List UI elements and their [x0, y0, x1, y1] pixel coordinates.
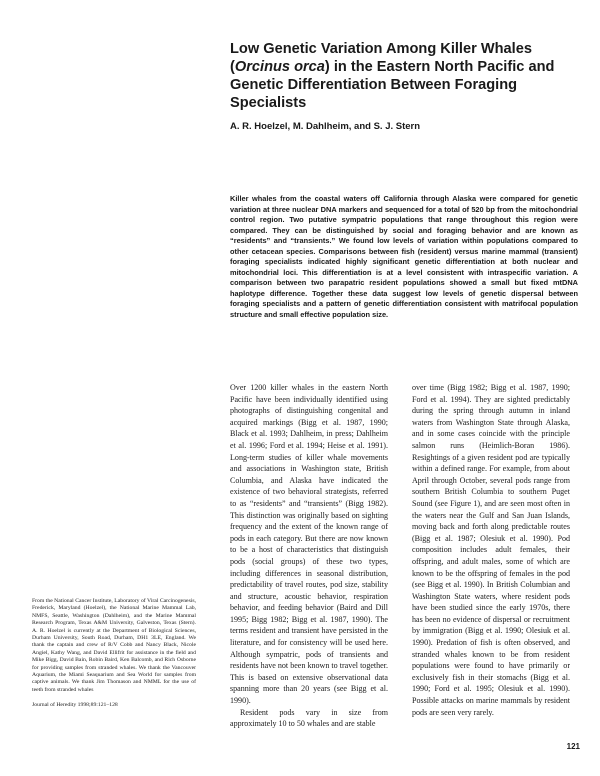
body-column-left [230, 382, 388, 730]
page-number: 121 [566, 742, 580, 751]
body-paragraph: over time (Bigg 1982; Bigg et al. 1987, 1990; Ford et al. 1994). They are sighted predictably during the spring through autumn in inland waters from Washington State through Alaska, and in some cases coincide with the principle salmon runs (Heimlich-Boran 1986). Resightings of a given resident pod are typically within a defined range. For example, from about April through October, several pods range from southern British Columbia to southern Puget Sound (see Figure 1), and are seen most often in the waters near the Gulf and San Juan Islands, moving back and forth along predictable routes (Bigg et al. 1987; Olesiuk et al. 1990). Pod composition includes adult females, their offspring, and adult males, some of which are known to be the offspring of females in the pod (see Bigg et al. 1990). In British Columbian and Washington State waters, where resident pods have been studied since the early 1970s, there has been no evidence of dispersal or recruitment by immigration (Bigg et al. 1990; Olesiuk et al. 1990). Predation of fish is often observed, and stranded whales known to be from resident populations were found to have primarily or exclusively fish in their stomachs (Bigg et al. 1990; Ford et al. 1995; Olesiuk et al. 1990). Possible attacks on marine mammals by resident pods are seen very rarely. [412, 383, 570, 717]
journal-citation: Journal of Heredity 1998;89:121–128 [32, 702, 118, 708]
body-paragraph: Over 1200 killer whales in the eastern North Pacific have been individually identified using photographs of distinguishing congenital and acquired markings (Bigg et al. 1987, 1990; Black et al. 1993; Dahlheim, in press; Dahlheim et al. 1996; Ford et al. 1994; Heise et al. 1991). Long-term studies of killer whale movements and associations in Washington state, British Columbia, and Alaska have indicated the existence of two behavioral strategists, referred to as “residents” and “transients” (Bigg 1982). This distinction was originally based on sighting frequency and the extent of the known range of pods in each category. But there are now known to be a host of characteristics that distinguish pods (social groups) of these two types, including differences in seasonal distribution, predictability of travel routes, pod size, stability and structure, acoustic behavior, respiration behavior, and feeding behavior (Baird and Dill 1995; Bigg 1982; Bigg et al. 1987, 1990). The terms resident and transient have persisted in the literature, and for consistency will be used here. Although sympatric, pods of transients and residents have not been known to travel together. This is based on extensive observational data spanning more than 20 years (see Bigg et al. 1990). [230, 383, 388, 706]
author-list: A. R. Hoelzel, M. Dahlheim, and S. J. Stern [230, 121, 421, 132]
article-title [230, 40, 580, 112]
affiliation-footnote: From the National Cancer Institute, Laboratory of Viral Carcinogenesis, Frederick, Maryland (Hoelzel), the National Marine Mammal Lab, NMFS, Seattle, Washington (Dahlheim), and the Marine Mammal Research Program, Texas A&M University, Galveston, Texas (Stern). A. R. Hoelzel is currently at the Department of Biological Sciences, Durham University, South Road, Durham, DH1 3LE, England. We thank the captain and crew of R/V Cobb and Nancy Black, Nicole Angiel, Kathy Wang, and David Ellifrit for assistance in the field and Mike Bigg, David Bain, Robin Baird, Ken Balcomb, and Rich Osborne for providing samples from stranded whales. We thank the Vancouver Aquarium, the Miami Seaquarium and Sea World for samples from captive animals. We thank Jim Thomason and NMML for the use of teeth from stranded whales [32, 598, 196, 693]
title-text-part-1: Low Genetic Variation Among Killer Whales ( [230, 41, 532, 75]
title-text-part-2: ) in the Eastern North Pacific and Genetic Differentiation Between Foraging Specialists [230, 59, 555, 111]
body-paragraph: Resident pods vary in size from approximately 10 to 50 whales and are stable [230, 707, 388, 729]
species-name: Orcinus orca [234, 59, 325, 75]
abstract: Killer whales from the coastal waters off California through Alaska were compared for genetic variation at three nuclear DNA markers and sequenced for a total of 520 bp from the mitochondrial control region. Two putative sympatric populations that range throughout this region were compared. They can be distinguished by social and foraging behavior and are known as “residents” and “transients.” We found low levels of variation within populations compared to other cetacean species. Comparisons between fish (resident) versus marine mammal (transient) foraging specialists indicated highly significant genetic differentiation at both nuclear and mitochondrial loci. This differentiation is at a level consistent with intraspecific variation. A comparison between two parapatric resident populations showed a small but fixed mtDNA haplotype difference. Together these data suggest low levels of genetic dispersal between foraging specialists and a pattern of genetic differentiation consistent with matrifocal population structure and small effective population size. [230, 194, 578, 320]
body-column-right [412, 382, 570, 718]
